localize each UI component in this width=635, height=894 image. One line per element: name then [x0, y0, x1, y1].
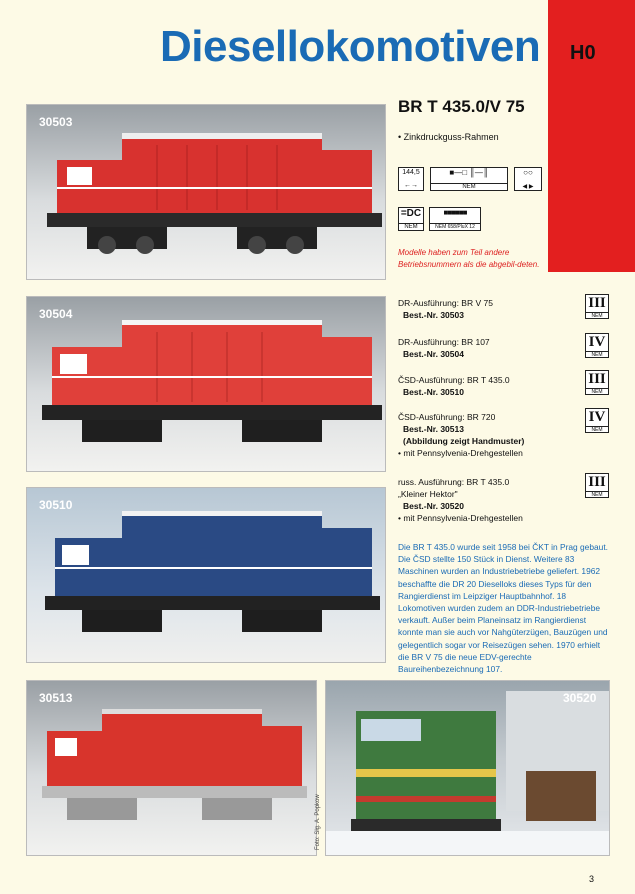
locomotive-red-illustration — [27, 297, 386, 472]
epoch-label: III — [588, 295, 606, 311]
photo-30513 — [26, 680, 317, 856]
photo-number: 30513 — [39, 691, 73, 705]
photo-30520 — [325, 680, 610, 856]
page-title: Diesellokomotiven — [160, 22, 541, 71]
epoch-label: III — [588, 474, 606, 490]
prototype-photo-illustration — [326, 681, 610, 856]
photo-number: 30520 — [563, 691, 597, 705]
epoch-badge — [585, 473, 609, 498]
variant-30510 — [398, 374, 510, 398]
page-number: 3 — [589, 874, 595, 884]
locomotive-blue-illustration — [27, 488, 386, 663]
history-description: Die BR T 435.0 wurde seit 1958 bei ČKT in Prag gebaut. Die ČSD stellte 150 Stück in Dienst. Weitere 83 Maschinen wurden an Industriebetriebe geliefert. 1962 beschaffte die DR 20 Dieselloks dieses Typs für den Rangierdienst im Leipziger Hauptbahnhof. 18 Lokomotiven wurden zudem an DDR-Industriebetriebe verkauft. Außer beim Planeinsatz im Rangierdienst konnte man sie auch vor Nahgüterzügen, Bauzügen und gelegentlich sogar vor Reisezügen sehen. 1970 erhielt die BR V 75 die neue EDV-gerechte Baureihenbezeichnung 107. — [398, 542, 608, 675]
variant-title: DR-Ausführung: BR V 75 — [398, 298, 493, 308]
variant-30504 — [398, 336, 490, 360]
dc-current-icon — [398, 207, 424, 231]
model-note: Modelle haben zum Teil andere Betriebsnummern als die abgebil-deten. — [398, 248, 540, 269]
variant-order: Best.-Nr. 30513 — [403, 424, 464, 434]
coupling-icon: ■—□ ║—║ NEM — [430, 167, 508, 191]
length-icon: 144,5 ←→ — [398, 167, 424, 191]
epoch-sub-label: NEM — [586, 388, 608, 395]
photo-30504 — [26, 296, 386, 472]
variant-order: Best.-Nr. 30504 — [403, 349, 464, 359]
scale-tab — [548, 0, 635, 272]
length-value: 144,5 — [402, 169, 420, 176]
photo-30503 — [26, 104, 386, 280]
epoch-sub-label: NEM — [586, 351, 608, 358]
spec-icons-row-1 — [398, 167, 542, 191]
dc-label: =DC — [400, 208, 422, 219]
interface-sub-label: NEM 658/PluX 12 — [430, 223, 480, 230]
variant-extra: • mit Pennsylvenia-Drehgestellen — [398, 448, 523, 458]
epoch-sub-label: NEM — [586, 426, 608, 433]
variant-order: Best.-Nr. 30520 — [403, 501, 464, 511]
epoch-badge — [585, 294, 609, 319]
photo-number: 30504 — [39, 307, 73, 321]
variant-30520 — [398, 476, 523, 524]
variant-title: DR-Ausführung: BR 107 — [398, 337, 490, 347]
photo-number: 30503 — [39, 115, 73, 129]
photo-credit: Foto: Slg. A. Popkow — [315, 794, 321, 850]
photo-30510 — [26, 487, 386, 663]
coupling-label: NEM — [431, 183, 507, 190]
locomotive-red-prototype-illustration — [27, 681, 317, 856]
epoch-badge — [585, 333, 609, 358]
feature-item: • Zinkdruckguss-Rahmen — [398, 132, 499, 142]
epoch-sub-label: NEM — [586, 312, 608, 319]
photo-number: 30510 — [39, 498, 73, 512]
curve-radius-icon: ○○ ◀ ▶ — [514, 167, 542, 191]
variant-title: russ. Ausführung: BR T 435.0 — [398, 477, 510, 487]
scale-label: H0 — [570, 42, 596, 64]
epoch-label: III — [588, 371, 606, 387]
spec-icons-row-2 — [398, 207, 481, 231]
variant-title: ČSD-Ausführung: BR 720 — [398, 412, 496, 422]
variant-30513 — [398, 411, 524, 459]
variant-subtitle: „Kleiner Hektor" — [398, 489, 458, 499]
locomotive-red-illustration — [27, 105, 386, 280]
dc-sub-label: NEM — [399, 223, 423, 230]
epoch-badge — [585, 408, 609, 433]
model-title: BR T 435.0/V 75 — [398, 97, 525, 116]
variant-extra: (Abbildung zeigt Handmuster) — [403, 436, 525, 446]
epoch-label: IV — [588, 334, 606, 350]
variant-extra: • mit Pennsylvenia-Drehgestellen — [398, 513, 523, 523]
digital-interface-icon: ■■■■■■ NEM 658/PluX 12 — [429, 207, 481, 231]
variant-30503 — [398, 297, 493, 321]
epoch-sub-label: NEM — [586, 491, 608, 498]
epoch-label: IV — [588, 409, 606, 425]
variant-order: Best.-Nr. 30510 — [403, 387, 464, 397]
epoch-badge — [585, 370, 609, 395]
variant-title: ČSD-Ausführung: BR T 435.0 — [398, 375, 510, 385]
variant-order: Best.-Nr. 30503 — [403, 310, 464, 320]
